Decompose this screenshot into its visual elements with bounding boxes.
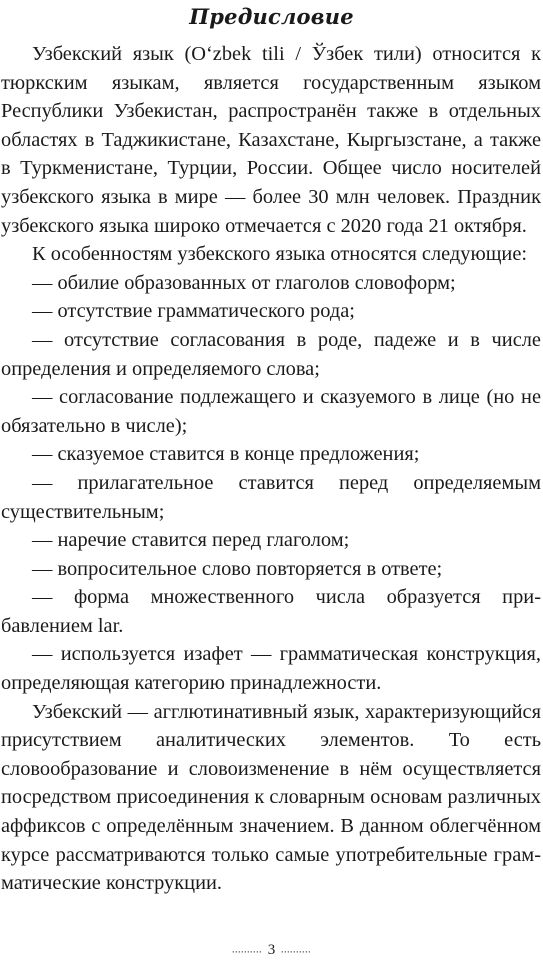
list-item: — сказуемое ставится в конце предложения;: [32, 443, 420, 466]
footer-dots-right: ..........: [281, 944, 311, 956]
list-item: — отсутствие грамматического рода;: [32, 300, 355, 323]
paragraph-features-lead: К особенностям узбекского языка относятся следующие:: [32, 243, 528, 266]
page-body: [1, 40, 541, 898]
list-item: — наречие ставится перед глаголом;: [32, 529, 350, 552]
page-title: Предисловие: [189, 4, 354, 29]
page-footer: [0, 940, 543, 961]
list-item: — используется изафет — грамматическая конструкция, определяющая категорию принадлежности.: [1, 643, 541, 695]
list-item: — согласование подлежащего и сказуемого в лице (но не обязательно в числе);: [1, 386, 541, 437]
footer-dots-left: ..........: [232, 944, 262, 956]
paragraph-agglutinative: Узбекский — агглютинативный язык, характеризующийся присутствием аналитических элементов. То есть словообразование и словоизменение в нём осуществляется посредством присоединения к словарным основам различных аффиксов с определённым значением. В данном облегчённом курсе рассматриваются только самые употребительные грамматические конструкции.: [1, 700, 541, 895]
list-item: — форма множественного числа образуется прибавлением lar.: [1, 586, 541, 637]
list-item: — обилие образованных от глаголов словоформ;: [32, 271, 456, 294]
list-item: — вопросительное слово повторяется в ответе;: [32, 557, 443, 580]
page-number: 3: [267, 942, 276, 958]
paragraph-intro: Узбекский язык (O‘zbek tili / Ўзбек тили) относится к тюркским языкам, является государственным языком Республики Узбекистан, распространён также в отдельных областях в Таджикистане, Казахстане, Кыргызстане, а также в Туркменистане, Турции, России. Общее число носителей узбекского языка в мире — более 30 млн человек. Праздник узбекского языка широко отмечается с 2020 года 21 октября.: [1, 43, 541, 237]
list-item: — прилагательное ставится перед определяемым существительным;: [1, 471, 541, 523]
list-item: — отсутствие согласования в роде, падеже и в числе определения и определяемого слова;: [1, 328, 541, 380]
